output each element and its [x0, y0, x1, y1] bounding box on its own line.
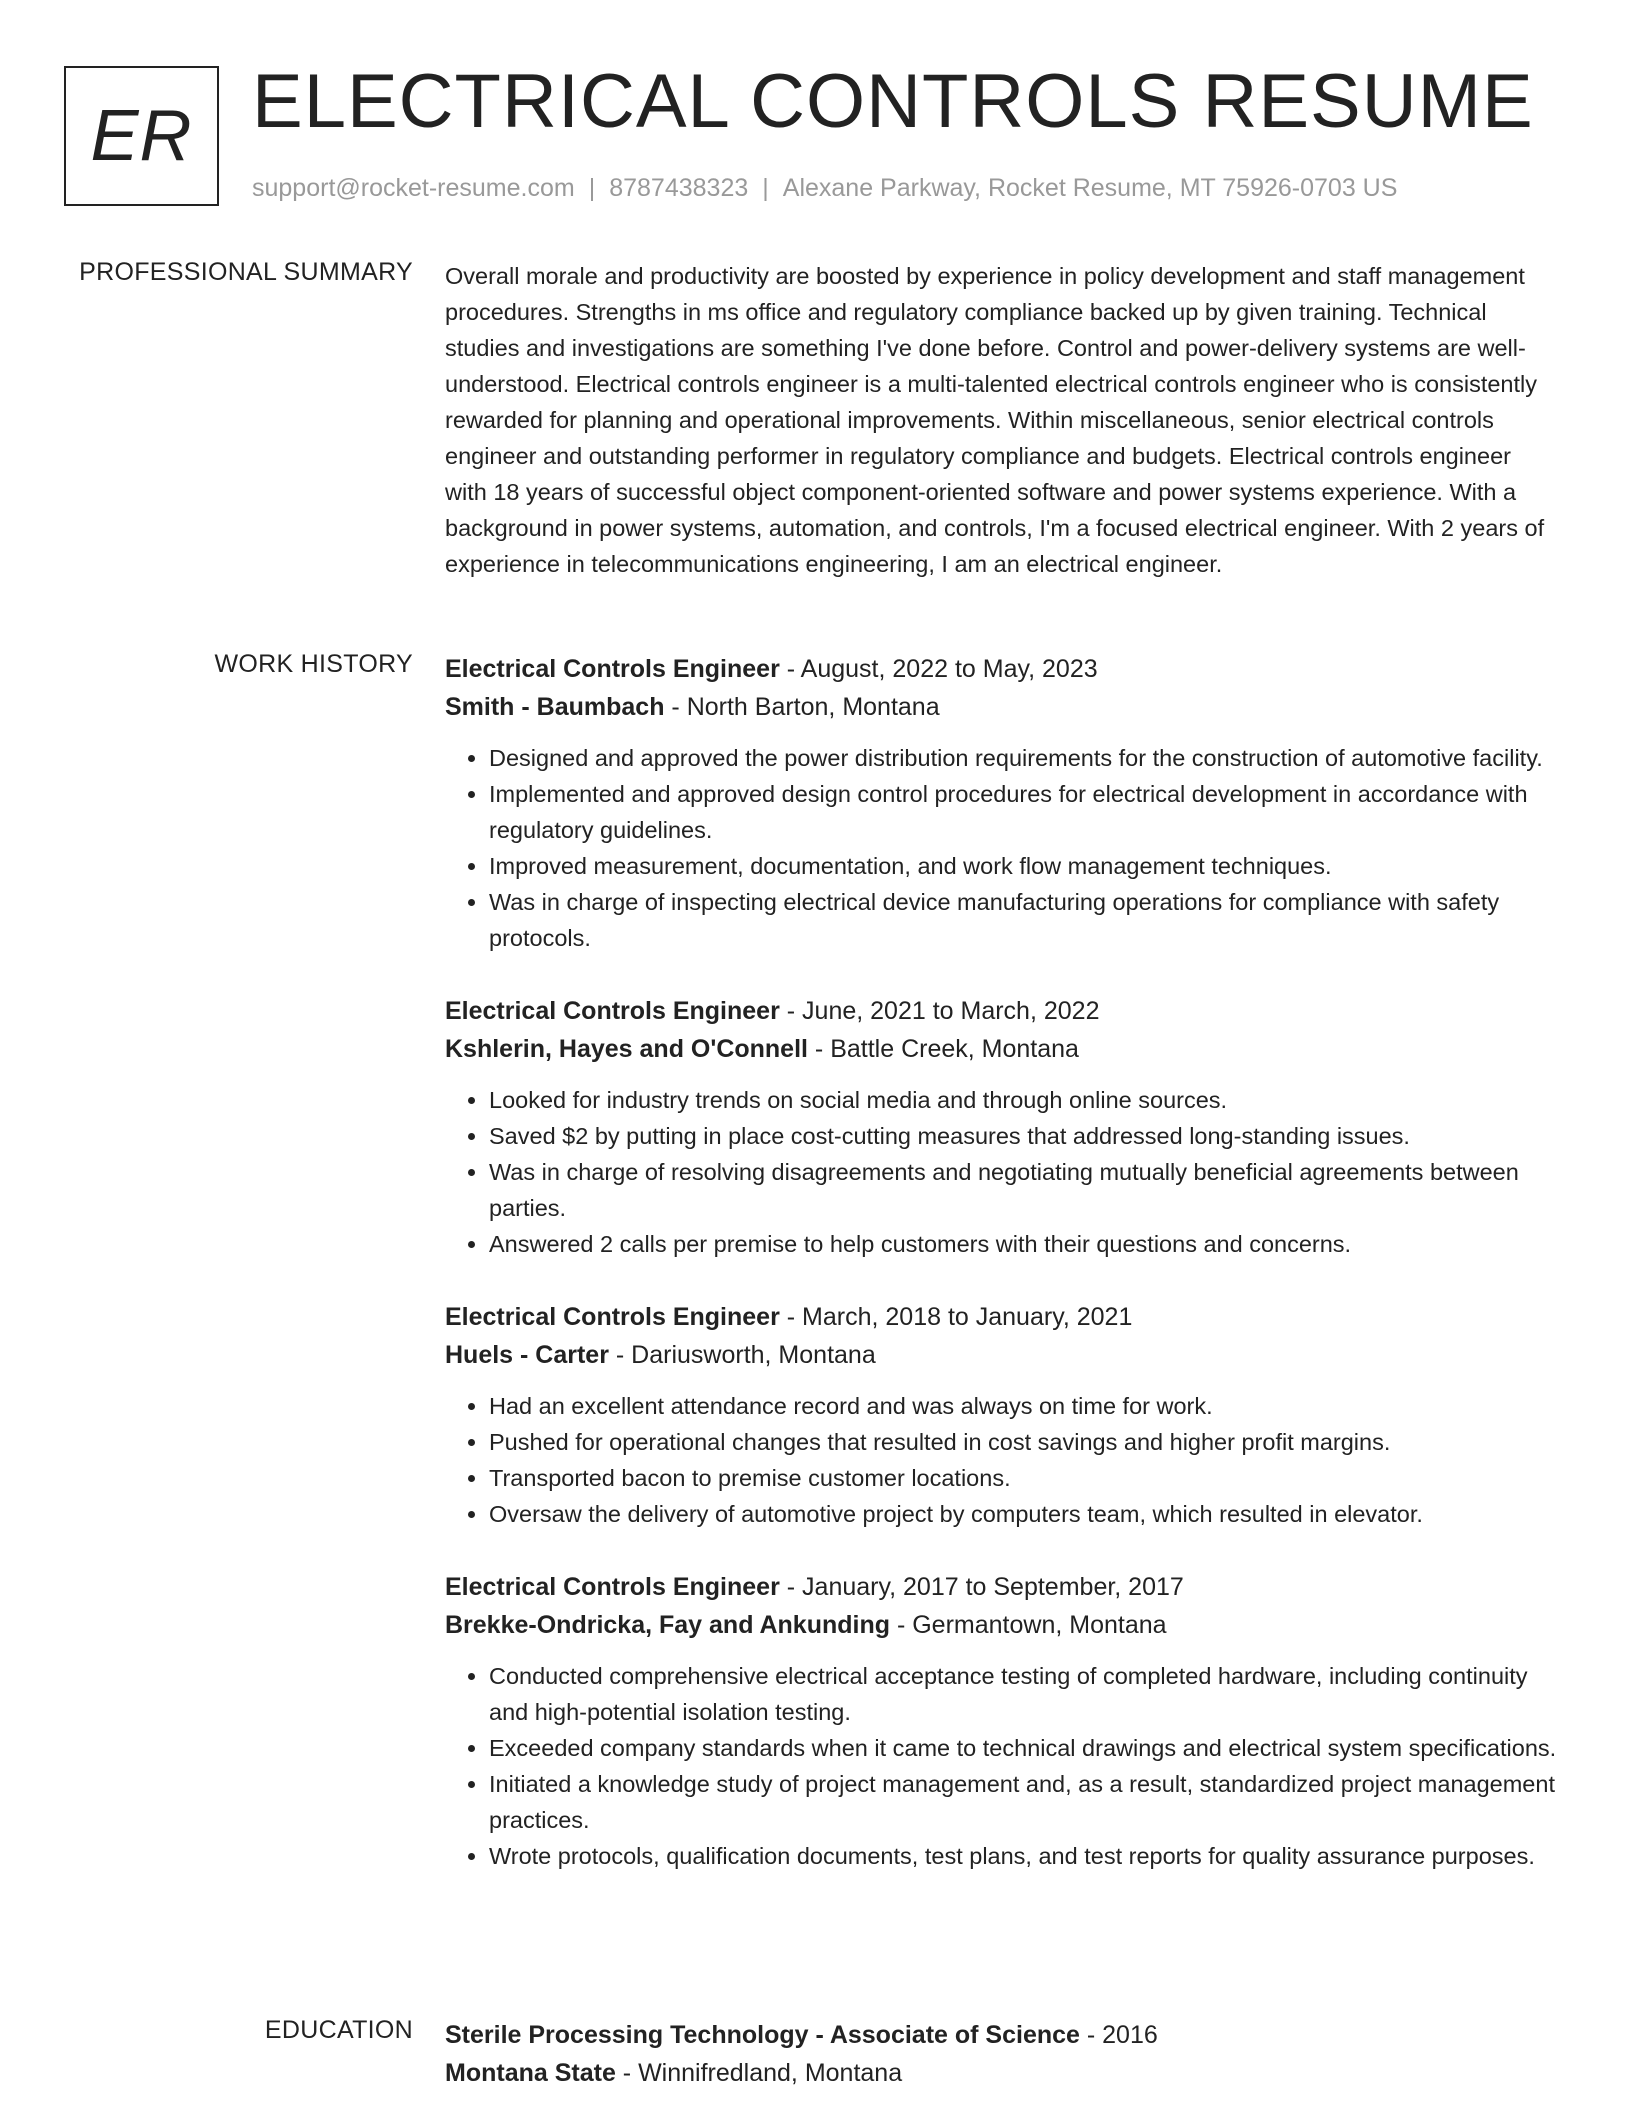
- contact-phone[interactable]: 8787438323: [609, 174, 749, 202]
- contact-separator: |: [762, 174, 769, 202]
- job-location: - Battle Creek, Montana: [807, 1035, 1079, 1063]
- contact-email[interactable]: support@rocket-resume.com: [252, 174, 575, 202]
- summary-text: Overall morale and productivity are boosted by experience in policy development and staff management procedures. Strengths in ms office and regulatory compliance backed up by given training. Technical studies and investigations are something I've done before. Control and power-delivery systems are well-understood. Electrical controls engineer is a multi-talented electrical controls engineer who is consistently rewarded for planning and operational improvements. Within miscellaneous, senior electrical controls engineer and outstanding performer in regulatory compliance and budgets. Electrical controls engineer with 18 years of successful object component-oriented software and power systems experience. With a background in power systems, automation, and controls, I'm a focused electrical engineer. With 2 years of experience in telecommunications engineering, I am an electrical engineer.: [445, 263, 1545, 577]
- job-bullet: • Initiated a knowledge study of project management and, as a result, standardized project management practices.: [489, 1766, 1557, 1838]
- job-bullet: • Looked for industry trends on social media and through online sources.: [489, 1082, 1557, 1118]
- job-title: Electrical Controls Engineer: [445, 1303, 780, 1331]
- job-company-line: [445, 1606, 1557, 1644]
- education-year: - 2016: [1079, 2021, 1158, 2049]
- job-company-line: [445, 1336, 1557, 1374]
- resume-title: ELECTRICAL CONTROLS RESUME: [252, 59, 1534, 144]
- job-bullets: [445, 1658, 1557, 1874]
- job-company: Brekke-Ondricka, Fay and Ankunding: [445, 1611, 891, 1639]
- job-bullets: [445, 740, 1557, 956]
- job-entry: [445, 650, 1557, 956]
- job-company-line: [445, 1030, 1557, 1068]
- job-title: Electrical Controls Engineer: [445, 655, 780, 683]
- education-degree-line: [445, 2016, 1557, 2054]
- job-bullet: • Had an excellent attendance record and was always on time for work.: [489, 1388, 1557, 1424]
- job-location: - North Barton, Montana: [664, 693, 940, 721]
- education-degree: Sterile Processing Technology - Associate of Science: [445, 2021, 1080, 2049]
- job-title-line: [445, 992, 1557, 1030]
- job-company: Kshlerin, Hayes and O'Connell: [445, 1035, 808, 1063]
- job-bullet: • Improved measurement, documentation, and work flow management techniques.: [489, 848, 1557, 884]
- job-bullet: • Answered 2 calls per premise to help customers with their questions and concerns.: [489, 1226, 1557, 1262]
- education-location: - Winnifredland, Montana: [615, 2059, 903, 2087]
- contact-line: [252, 174, 1397, 203]
- job-entry: [445, 1298, 1557, 1532]
- job-bullet: • Implemented and approved design control procedures for electrical development in accordance with regulatory guidelines.: [489, 776, 1557, 848]
- jobs-list: [445, 650, 1557, 1910]
- job-bullet: • Exceeded company standards when it came to technical drawings and electrical system specifications.: [489, 1730, 1557, 1766]
- job-entry: [445, 1568, 1557, 1874]
- job-bullet: • Was in charge of inspecting electrical device manufacturing operations for compliance with safety protocols.: [489, 884, 1557, 956]
- job-dates: - January, 2017 to September, 2017: [779, 1573, 1184, 1601]
- contact-address: Alexane Parkway, Rocket Resume, MT 75926-0703 US: [782, 174, 1398, 202]
- job-dates: - August, 2022 to May, 2023: [779, 655, 1098, 683]
- job-company: Smith - Baumbach: [445, 693, 665, 721]
- summary-label: PROFESSIONAL SUMMARY: [79, 258, 413, 286]
- job-location: - Germantown, Montana: [890, 1611, 1167, 1639]
- job-bullets: [445, 1082, 1557, 1262]
- job-title: Electrical Controls Engineer: [445, 997, 780, 1025]
- work-history-label: WORK HISTORY: [214, 650, 413, 678]
- job-dates: - March, 2018 to January, 2021: [779, 1303, 1133, 1331]
- job-company-line: [445, 688, 1557, 726]
- education-school: Montana State: [445, 2059, 616, 2087]
- job-bullet: • Designed and approved the power distribution requirements for the construction of automotive facility.: [489, 740, 1557, 776]
- job-bullet: • Was in charge of resolving disagreements and negotiating mutually beneficial agreements between parties.: [489, 1154, 1557, 1226]
- job-title-line: [445, 1298, 1557, 1336]
- job-company: Huels - Carter: [445, 1341, 609, 1369]
- job-bullet: • Conducted comprehensive electrical acceptance testing of completed hardware, including continuity and high-potential isolation testing.: [489, 1658, 1557, 1730]
- job-bullet: • Transported bacon to premise customer locations.: [489, 1460, 1557, 1496]
- education-label: EDUCATION: [264, 2016, 413, 2044]
- contact-separator: |: [588, 174, 596, 202]
- monogram-logo: ER: [64, 66, 219, 206]
- job-bullet: • Pushed for operational changes that resulted in cost savings and higher profit margins.: [489, 1424, 1557, 1460]
- job-bullet: • Wrote protocols, qualification documents, test plans, and test reports for quality assurance purposes.: [489, 1838, 1557, 1874]
- job-title: Electrical Controls Engineer: [445, 1573, 780, 1601]
- education-school-line: [445, 2054, 1557, 2092]
- job-location: - Dariusworth, Montana: [608, 1341, 876, 1369]
- job-bullet: • Oversaw the delivery of automotive project by computers team, which resulted in elevator.: [489, 1496, 1557, 1532]
- job-bullets: [445, 1388, 1557, 1532]
- job-entry: [445, 992, 1557, 1262]
- job-title-line: [445, 650, 1557, 688]
- job-bullet: • Saved $2 by putting in place cost-cutting measures that addressed long-standing issues.: [489, 1118, 1557, 1154]
- job-title-line: [445, 1568, 1557, 1606]
- job-dates: - June, 2021 to March, 2022: [779, 997, 1100, 1025]
